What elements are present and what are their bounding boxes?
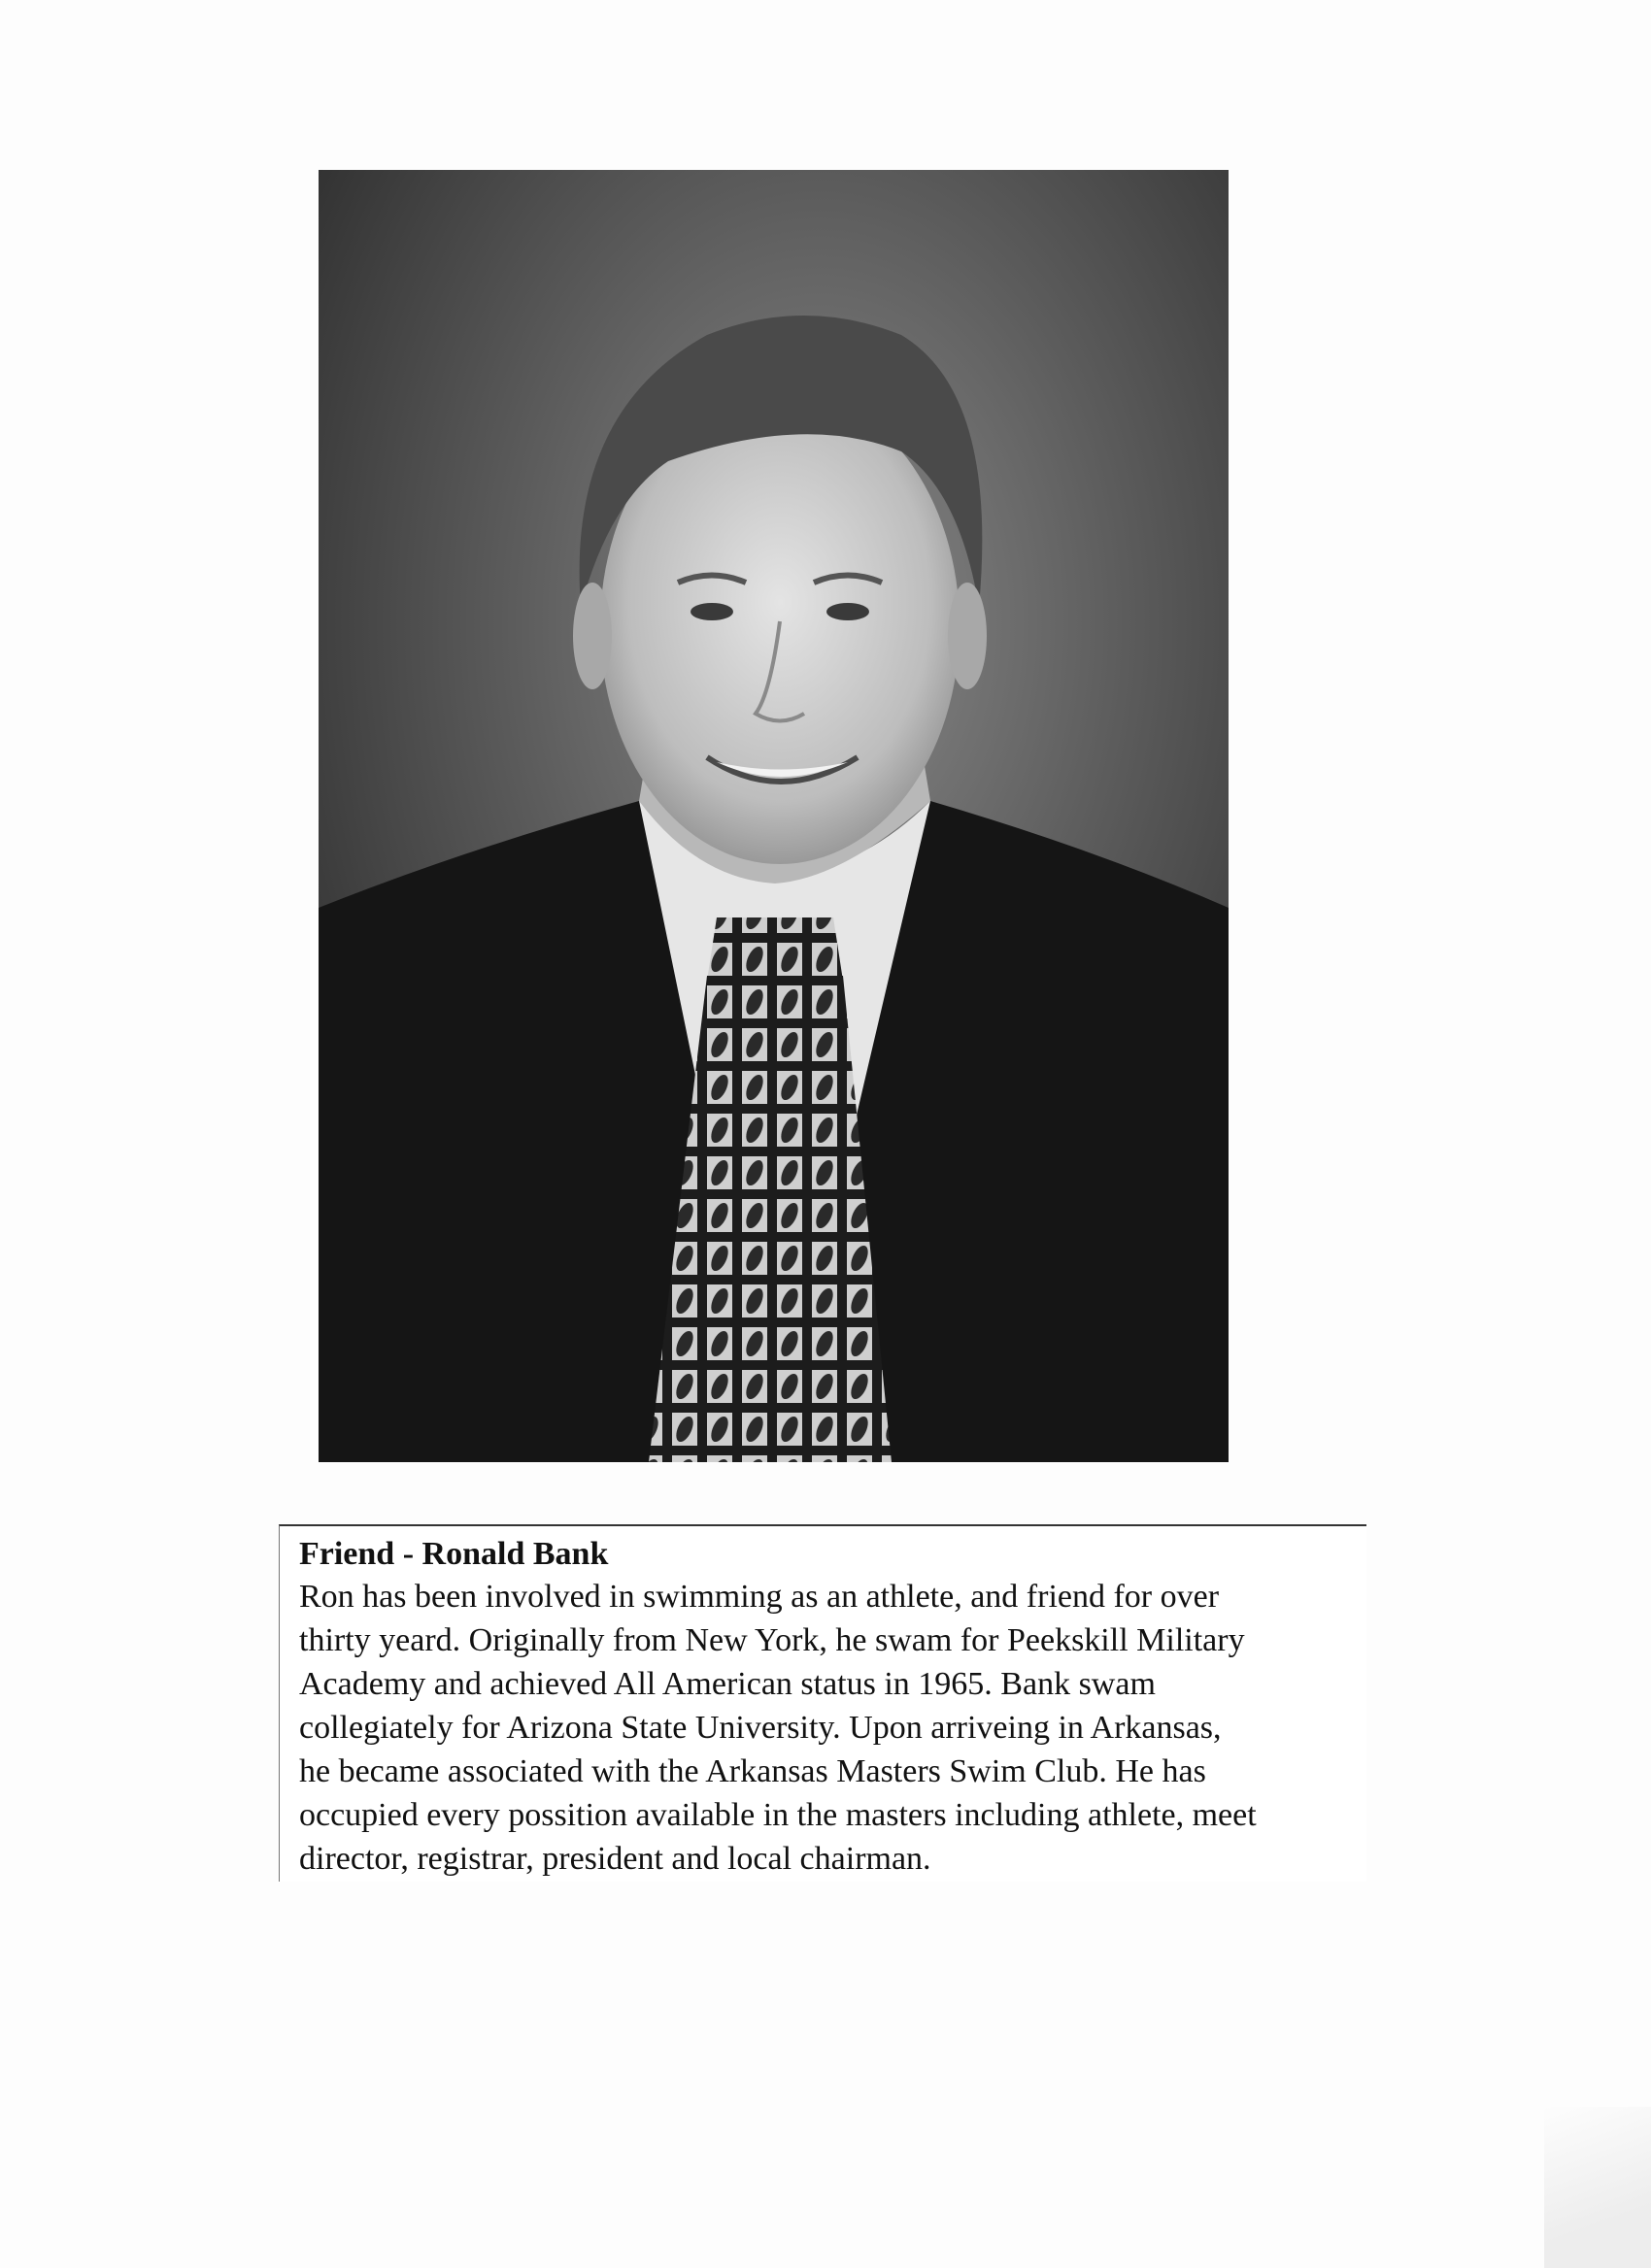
caption-box xyxy=(279,1524,1366,1882)
caption-line: occupied every possition available in the masters including athlete, meet xyxy=(299,1797,1257,1833)
caption-line: he became associated with the Arkansas Masters Swim Club. He has xyxy=(299,1753,1206,1789)
caption-body xyxy=(299,1575,1367,1881)
caption-title: Friend - Ronald Bank xyxy=(299,1536,609,1572)
caption-line: director, registrar, president and local chairman. xyxy=(299,1841,931,1877)
portrait-photo xyxy=(319,170,1229,1462)
caption-line: Academy and achieved All American status in 1965. Bank swam xyxy=(299,1666,1156,1702)
portrait-icon xyxy=(319,170,1229,1462)
scan-edge-shadow xyxy=(1544,2107,1651,2268)
caption-line: Ron has been involved in swimming as an athlete, and friend for over xyxy=(299,1579,1220,1615)
caption-line: collegiately for Arizona State University. Upon arriveing in Arkansas, xyxy=(299,1710,1222,1746)
caption-line: thirty yeard. Originally from New York, he swam for Peekskill Military xyxy=(299,1622,1245,1658)
